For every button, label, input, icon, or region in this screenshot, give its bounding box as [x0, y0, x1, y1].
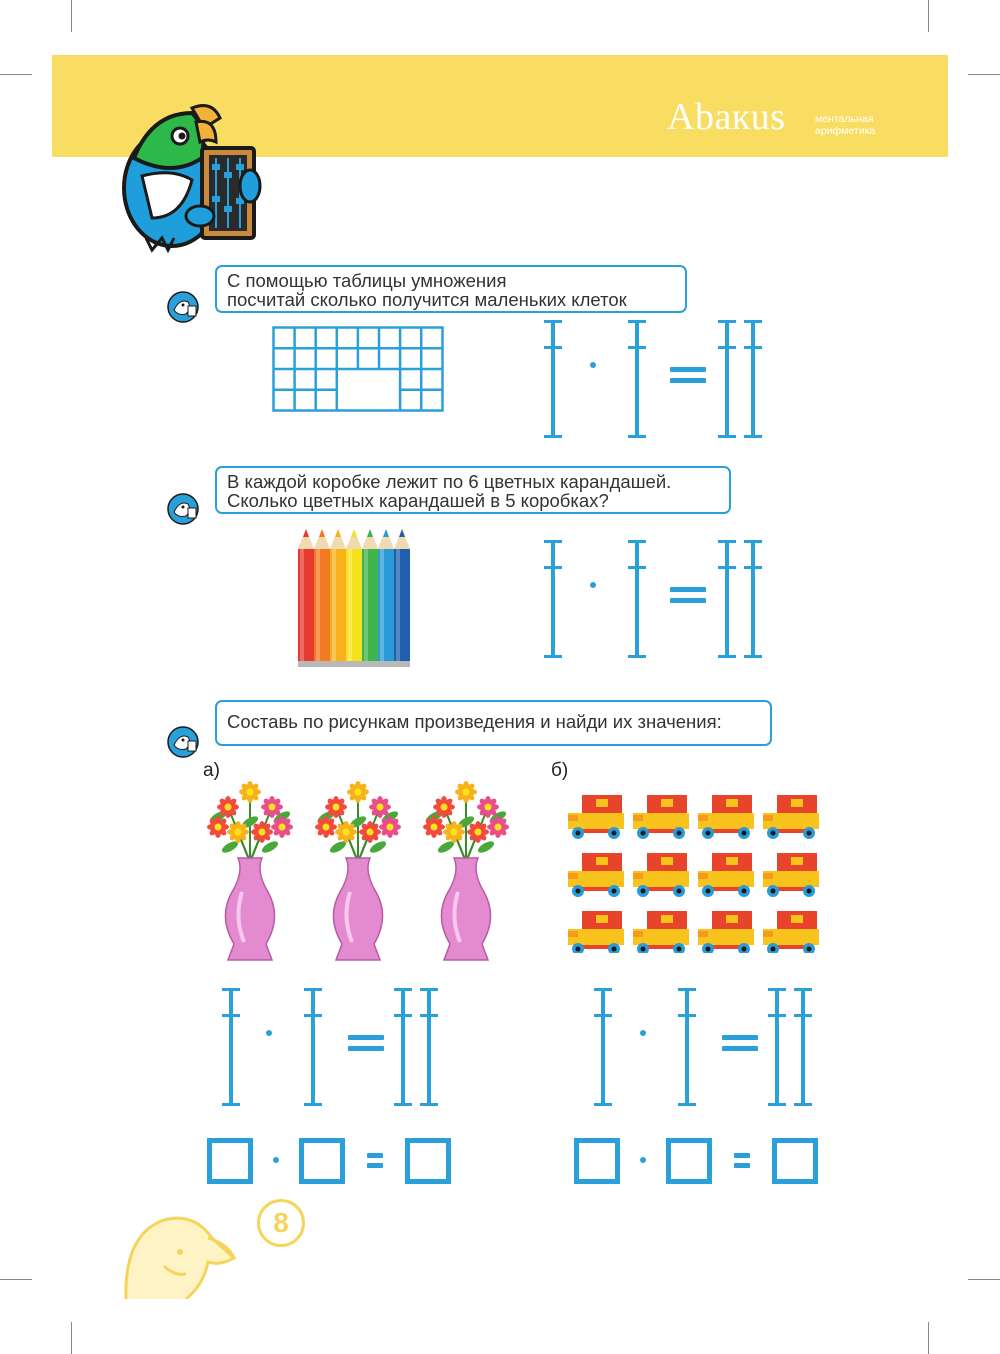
multiply-dot: [590, 582, 596, 588]
colored-pencils-figure: [294, 527, 416, 671]
abacus-rod[interactable]: [540, 540, 566, 658]
pencil: [314, 529, 330, 667]
equals-sign: [670, 378, 706, 383]
abacus-rod[interactable]: [300, 988, 326, 1106]
toy-truck: [763, 853, 819, 897]
parrot-outline-icon: [124, 1214, 239, 1299]
exercise-parrot-icon: [166, 492, 200, 526]
abacus-rod[interactable]: [790, 988, 816, 1106]
vase-with-flowers: [423, 781, 509, 960]
equals-sign: [722, 1035, 758, 1040]
equals-sign: [348, 1046, 384, 1051]
toy-truck: [698, 853, 754, 897]
abacus-rod[interactable]: [764, 988, 790, 1106]
pencil: [346, 529, 362, 667]
task-text-line: Составь по рисункам произведения и найди их значения:: [227, 711, 722, 732]
abacus-equation: [218, 988, 448, 1106]
brand-logo: Abaкus: [667, 96, 786, 138]
crop-mark: [0, 1279, 32, 1280]
crop-mark: [71, 1322, 72, 1354]
multiply-dot: [273, 1157, 279, 1163]
flower-vases-figure: [198, 772, 528, 967]
exercise-parrot-icon: [166, 725, 200, 759]
multiply-dot: [640, 1157, 646, 1163]
toy-truck: [763, 795, 819, 839]
toy-truck: [698, 911, 754, 953]
task-text-line: Сколько цветных карандашей в 5 коробках?: [227, 490, 609, 511]
equals-sign: [348, 1035, 384, 1040]
part-label-a: а): [203, 760, 220, 781]
crop-mark: [928, 0, 929, 32]
task-bubble: [215, 700, 772, 746]
abacus-rod[interactable]: [624, 540, 650, 658]
abacus-rod[interactable]: [740, 540, 766, 658]
answer-box[interactable]: [574, 1138, 620, 1184]
parrot-mascot-icon: [112, 98, 272, 253]
abacus-rod[interactable]: [416, 988, 442, 1106]
answer-box[interactable]: [207, 1138, 253, 1184]
task-text-line: В каждой коробке лежит по 6 цветных карандашей.: [227, 471, 672, 492]
pencil: [362, 529, 378, 667]
toy-truck: [568, 911, 624, 953]
task-bubble: [215, 466, 731, 514]
equals-sign: [734, 1163, 750, 1168]
abacus-rod[interactable]: [714, 320, 740, 438]
toy-truck: [633, 853, 689, 897]
abacus-rod[interactable]: [674, 988, 700, 1106]
multiply-dot: [640, 1030, 646, 1036]
multiply-dot: [590, 362, 596, 368]
toy-truck: [568, 853, 624, 897]
brand-subtitle-line: ментальная: [815, 113, 874, 125]
abacus-rod[interactable]: [540, 320, 566, 438]
pencil: [330, 529, 346, 667]
exercise-parrot-icon: [166, 290, 200, 324]
pencil: [298, 529, 314, 667]
vase-with-flowers: [315, 781, 401, 960]
toy-truck: [698, 795, 754, 839]
abacus-equation: [590, 988, 820, 1106]
abacus-equation: [540, 540, 770, 658]
equals-sign: [670, 598, 706, 603]
abacus-rod[interactable]: [590, 988, 616, 1106]
equals-sign: [367, 1163, 383, 1168]
answer-box[interactable]: [405, 1138, 451, 1184]
multiply-dot: [266, 1030, 272, 1036]
cell-grid-figure: [272, 326, 444, 412]
crop-mark: [928, 1322, 929, 1354]
answer-box[interactable]: [666, 1138, 712, 1184]
pencil: [378, 529, 394, 667]
equals-sign: [722, 1046, 758, 1051]
equals-sign: [734, 1153, 750, 1158]
task-text-line: С помощью таблицы умножения: [227, 270, 507, 291]
abacus-rod[interactable]: [714, 540, 740, 658]
abacus-rod[interactable]: [740, 320, 766, 438]
crop-mark: [968, 1279, 1000, 1280]
crop-mark: [968, 74, 1000, 75]
pencil: [394, 529, 410, 667]
toy-trucks-figure: [566, 793, 828, 953]
abacus-rod[interactable]: [390, 988, 416, 1106]
toy-truck: [568, 795, 624, 839]
toy-truck: [763, 911, 819, 953]
crop-mark: [71, 0, 72, 32]
task-text-line: посчитай сколько получится маленьких клеток: [227, 289, 627, 310]
abacus-rod[interactable]: [624, 320, 650, 438]
part-label-b: б): [551, 760, 569, 781]
vase-with-flowers: [207, 781, 293, 960]
task-bubble: [215, 265, 687, 313]
equals-sign: [670, 367, 706, 372]
answer-box[interactable]: [299, 1138, 345, 1184]
page-number: 8: [257, 1199, 305, 1247]
abacus-equation: [540, 320, 770, 438]
brand-subtitle-line: арифметика: [815, 125, 876, 137]
equals-sign: [670, 587, 706, 592]
crop-mark: [0, 74, 32, 75]
answer-box[interactable]: [772, 1138, 818, 1184]
toy-truck: [633, 795, 689, 839]
equals-sign: [367, 1153, 383, 1158]
abacus-rod[interactable]: [218, 988, 244, 1106]
brand-subtitle: [815, 113, 875, 137]
toy-truck: [633, 911, 689, 953]
